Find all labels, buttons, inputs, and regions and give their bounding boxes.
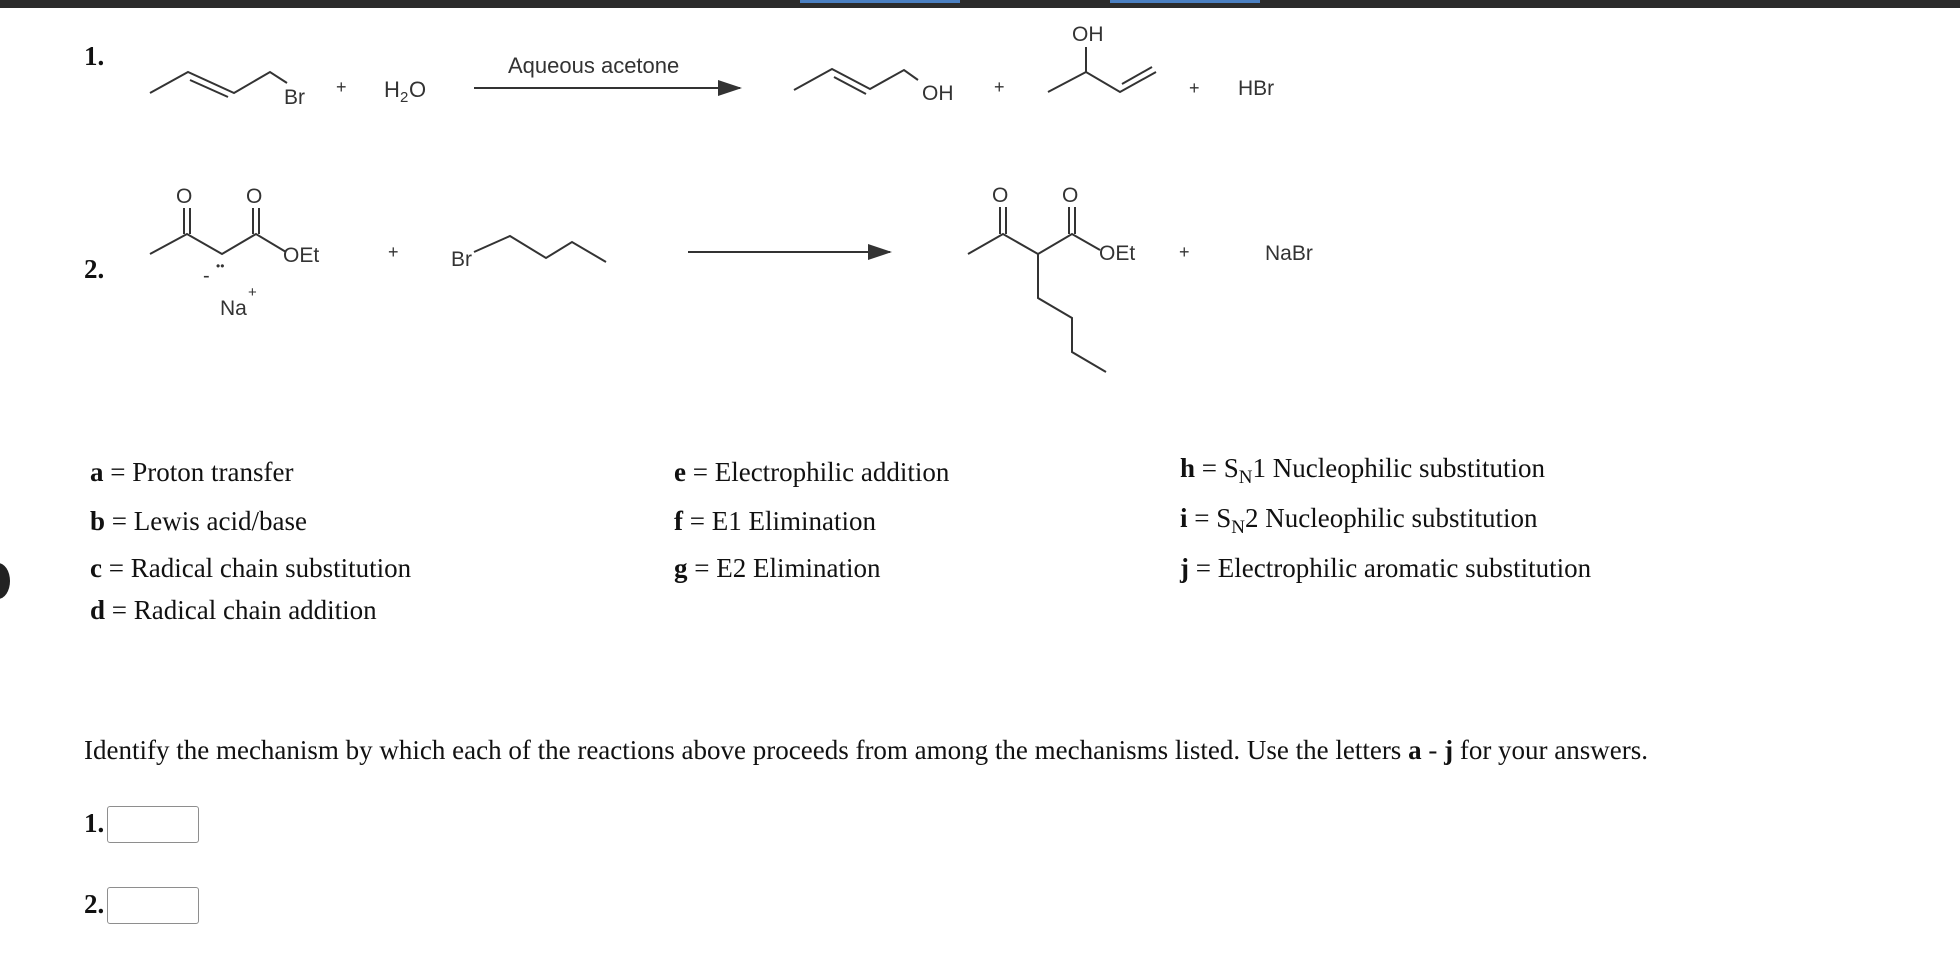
svg-text:OEt: OEt	[1099, 242, 1136, 265]
reaction-1-allyl-alcohol	[794, 69, 954, 105]
svg-text:••: ••	[216, 259, 225, 273]
svg-text:+: +	[248, 284, 257, 301]
answer-2-input[interactable]	[107, 887, 199, 924]
svg-text:Br: Br	[451, 248, 472, 271]
svg-text:OH: OH	[922, 82, 954, 105]
reaction-1-allyl-bromide	[150, 72, 305, 109]
svg-text:O: O	[246, 185, 263, 208]
reaction-1-plus-2: +	[994, 77, 1005, 97]
mechanism-a: a = Proton transfer	[90, 457, 294, 487]
mechanism-b: b = Lewis acid/base	[90, 506, 307, 536]
reaction-1-conditions: Aqueous acetone	[508, 53, 680, 78]
reaction-1-plus-1: +	[336, 77, 347, 97]
reaction-1-hbr: HBr	[1238, 77, 1275, 100]
svg-text:2: 2	[400, 89, 409, 106]
mechanism-c: c = Radical chain substitution	[90, 553, 412, 583]
reaction-2-plus-1: +	[388, 242, 399, 262]
reaction-1-br-label: Br	[284, 86, 305, 109]
reaction-2-sodium-enolate	[150, 185, 319, 320]
svg-text:OEt: OEt	[283, 244, 320, 267]
svg-text:Na: Na	[220, 297, 247, 320]
reaction-1-plus-3: +	[1189, 78, 1200, 98]
svg-text:H: H	[384, 77, 400, 102]
mechanism-h: $h = S_N1$ Nucleophilic substitution	[1180, 453, 1546, 488]
reaction-2-plus-2: +	[1179, 242, 1190, 262]
question-text: Identify the mechanism by which each of the reactions above proceeds from among the mechanisms listed. Use the letters a - j for your answers.	[84, 735, 1649, 765]
mechanism-g: g = E2 Elimination	[674, 553, 881, 583]
answer-2-label: 2.	[84, 889, 105, 919]
mechanism-i: $i = S_N2$ Nucleophilic substitution	[1180, 503, 1538, 538]
reaction-2-nabr: NaBr	[1265, 242, 1313, 265]
reaction-2-alkylated-product	[968, 184, 1135, 372]
mechanism-f: f = E1 Elimination	[674, 506, 876, 536]
reaction-1-number: 1.	[84, 41, 105, 71]
svg-text:OH: OH	[1072, 23, 1104, 46]
reaction-2-number: 2.	[84, 254, 105, 284]
reaction-1-secondary-alcohol	[1048, 23, 1156, 92]
answer-1-label: 1.	[84, 808, 105, 838]
reaction-1-water	[384, 77, 426, 106]
mechanism-j: j = Electrophilic aromatic substitution	[1180, 553, 1592, 583]
left-edge-handle	[0, 563, 10, 599]
svg-text:-: -	[203, 265, 210, 287]
svg-text:O: O	[409, 77, 427, 102]
answer-1-input[interactable]	[107, 806, 199, 843]
mechanism-e: e = Electrophilic addition	[674, 457, 950, 487]
svg-text:O: O	[176, 185, 193, 208]
mechanism-d: d = Radical chain addition	[90, 595, 377, 625]
svg-text:O: O	[1062, 184, 1079, 207]
reaction-2-propyl-bromide	[451, 236, 606, 271]
svg-text:O: O	[992, 184, 1009, 207]
reaction-schemes	[0, 0, 1960, 400]
